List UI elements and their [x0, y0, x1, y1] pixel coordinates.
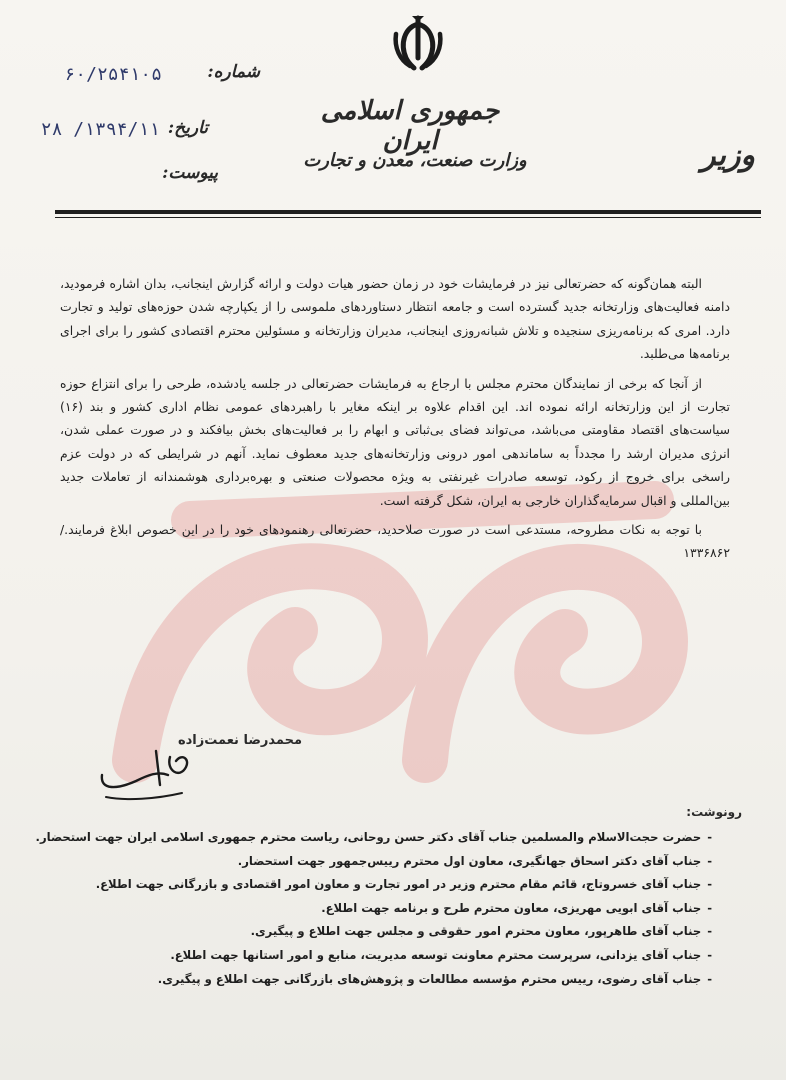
- cc-list: [35, 826, 712, 991]
- office-title: وزیر: [701, 138, 755, 173]
- list-item: -جناب آقای خسروتاج، قائم مقام محترم وزیر در امور تجارت و معاون امور اقتصادی و بازرگانی جهت اطلاع.: [95, 877, 712, 892]
- country-title: جمهوری اسلامی ایران: [320, 96, 500, 156]
- attachment-label: پیوست:: [162, 163, 218, 183]
- list-item: -جناب آقای طاهرپور، معاون محترم امور حقوقی و مجلس جهت اطلاع و پیگیری.: [250, 924, 712, 939]
- paragraph: از آنجا که برخی از نمایندگان محترم مجلس با ارجاع به فرمایشات حضرتعالی در جلسه یادشده، طرحی را برای انتزاع حوزه تجارت از این وزارتخانه ارائه نموده اند. این اقدام علاوه بر اینکه مغایر با راهبردهای عمومی نظام اداری کشور و بند (۱۶) سیاست‌های اقتصاد مقاومتی می‌باشد، می‌تواند فضای بی‌ثباتی و ابهام را بر فعالیت‌های بخش بیافکند و در صورت عملی شدن، انرژی مدیران ارشد را مجدداً به ساماندهی امور درونی وزارتخانه‌های جدید معطوف نماید. آنهم در شرایطی که در دولت عزم راسخی برای خروج از رکود، توسعه صادرات غیرنفتی به ویژه محصولات صنعتی و بهره‌برداری هوشمندانه از تعاملات جدید بین‌المللی و اقبال سرمایه‌گذاران خارجی به ایران، شکل گرفته است.: [60, 375, 730, 508]
- list-item: -حضرت حجت‌الاسلام والمسلمین جناب آقای دکتر حسن روحانی، ریاست محترم جمهوری اسلامی ایران جهت استحضار.: [35, 830, 712, 844]
- paragraph: با توجه به نکات مطروحه، مستدعی است در صورت صلاحدید، حضرتعالی رهنمودهای خود را در این خصوص ابلاغ فرمایند./ ۱۳۳۶۸۶۲: [60, 522, 730, 561]
- signatory-name: محمدرضا نعمت‌زاده: [177, 733, 303, 748]
- iran-emblem-icon: [392, 14, 444, 72]
- list-item: -جناب آقای رضوی، رییس محترم مؤسسه مطالعات و پژوهش‌های بازرگانی جهت اطلاع و پیگیری.: [157, 971, 712, 986]
- letter-body: [60, 272, 730, 571]
- paragraph: البته همان‌گونه که حضرتعالی نیز در فرمایشات خود در زمان حضور هیات دولت و ارائه گزارش اینجانب، بدان اشاره فرمودید، دامنه فعالیت‌های وزارتخانه جدید گسترده است و جامعه انتظار دستاوردهای ملموسی را از یکپارچه شدن حوزه‌های تولید و تجارت دارد. امری که برنامه‌ریزی سنجیده و تلاش شبانه‌روزی اینجانب، مدیران وزارتخانه و مسئولین محترم اقتصادی کشور را برای اجرای برنامه‌ها می‌طلبد.: [60, 276, 730, 362]
- header-divider-thin: [55, 217, 761, 218]
- header-divider-thick: [55, 210, 761, 214]
- date-label: تاریخ:: [167, 118, 208, 138]
- cc-title: رونوشت:: [686, 805, 742, 819]
- list-item: -جناب آقای ابویی مهریزی، معاون محترم طرح و برنامه جهت اطلاع.: [321, 900, 712, 915]
- list-item: -جناب آقای یزدانی، سرپرست محترم معاونت توسعه مدیریت، منابع و امور استانها جهت اطلاع.: [170, 947, 712, 962]
- ministry-title: وزارت صنعت، معدن و تجارت: [303, 150, 527, 171]
- number-value: ۶۰/۲۵۴۱۰۵: [64, 64, 162, 85]
- date-value: ۱۳۹۴/۱۱/ ۲۸: [40, 119, 160, 140]
- handwritten-signature: [96, 745, 206, 805]
- number-label: شماره:: [207, 62, 260, 82]
- list-item: -جناب آقای دکتر اسحاق جهانگیری، معاون اول محترم رییس‌جمهور جهت استحضار.: [237, 853, 712, 868]
